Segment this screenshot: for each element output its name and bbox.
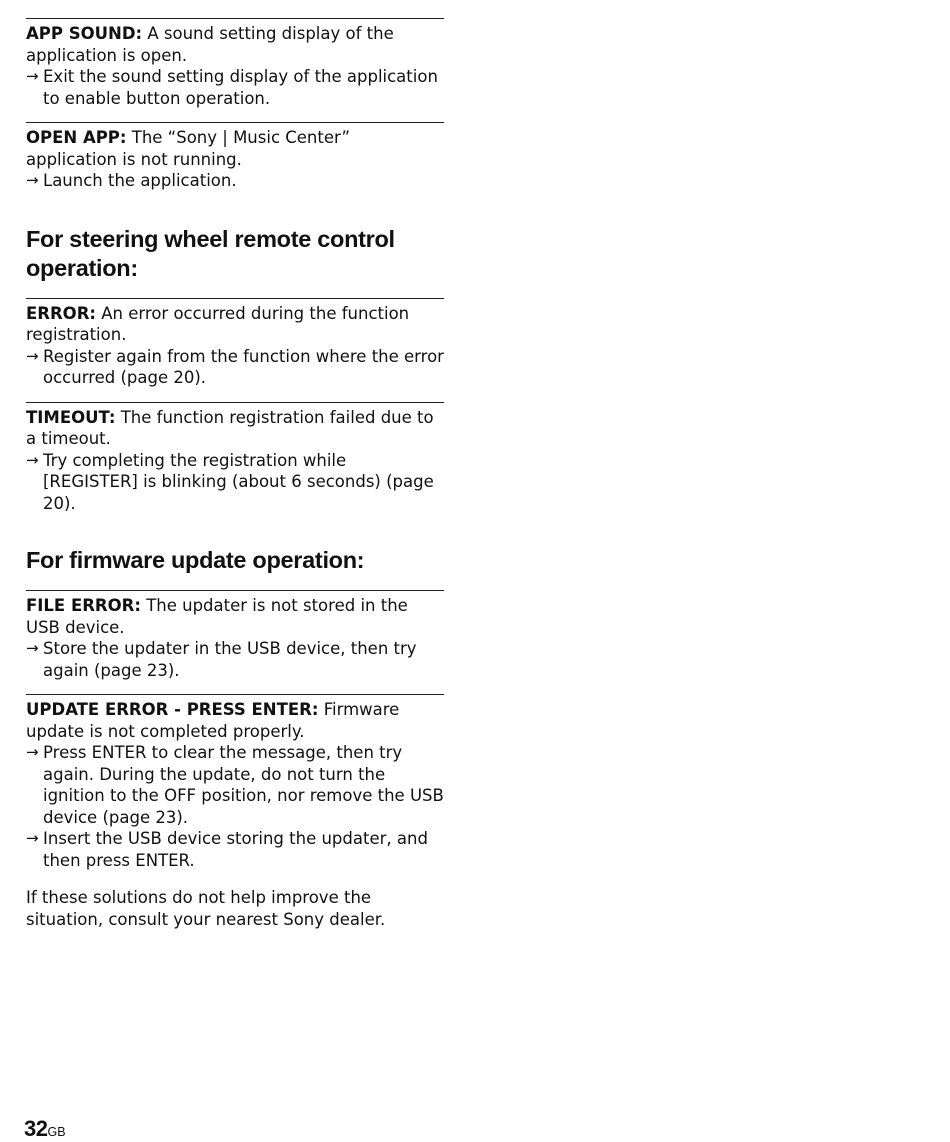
entry-app-sound bbox=[26, 18, 444, 109]
entry-open-app bbox=[26, 122, 444, 192]
arrow-right-icon: → bbox=[26, 450, 39, 469]
section-heading-firmware: For firmware update operation: bbox=[26, 547, 365, 573]
remedy-text: Launch the application. bbox=[43, 171, 237, 190]
entry-file-error bbox=[26, 590, 444, 681]
arrow-right-icon: → bbox=[26, 171, 39, 189]
remedy-text: Exit the sound setting display of the application to enable button operation. bbox=[43, 67, 438, 108]
remedy-item bbox=[26, 346, 444, 389]
entry-term: FILE ERROR: bbox=[26, 596, 141, 615]
entry-description: A sound setting display of the application is open. bbox=[26, 24, 394, 65]
remedy-text: Register again from the function where the error occurred (page 20). bbox=[43, 346, 444, 387]
section-heading-steering: For steering wheel remote control operation: bbox=[26, 225, 395, 281]
entry-term: TIMEOUT: bbox=[26, 407, 116, 427]
entry-description: An error occurred during the function registration. bbox=[26, 303, 410, 344]
entry-description: The function registration failed due to a timeout. bbox=[26, 407, 434, 448]
remedy-item bbox=[26, 742, 444, 828]
entry-error bbox=[26, 298, 444, 389]
remedy-text: Insert the USB device storing the updater, and then press ENTER. bbox=[43, 829, 428, 870]
arrow-right-icon: → bbox=[26, 743, 39, 761]
entry-description: The “Sony | Music Center” application is not running. bbox=[26, 128, 351, 169]
entry-description: The updater is not stored in the USB device. bbox=[26, 596, 408, 637]
page-number bbox=[24, 1116, 66, 1142]
entry-description: Firmware update is not completed properly. bbox=[26, 700, 400, 741]
entry-term: UPDATE ERROR - PRESS ENTER: bbox=[26, 700, 319, 719]
remedy-text: Store the updater in the USB device, then try again (page 23). bbox=[43, 639, 417, 680]
remedy-item bbox=[26, 450, 444, 515]
page-number-value: 32 bbox=[24, 1116, 48, 1141]
arrow-right-icon: → bbox=[26, 346, 39, 365]
closing-note: If these solutions do not help improve the situation, consult your nearest Sony dealer. bbox=[26, 888, 386, 929]
entry-update-error bbox=[26, 694, 444, 871]
remedy-item bbox=[26, 66, 444, 109]
arrow-right-icon: → bbox=[26, 829, 39, 847]
remedy-item bbox=[26, 170, 444, 192]
entry-term: OPEN APP: bbox=[26, 128, 127, 147]
entry-term: APP SOUND: bbox=[26, 24, 143, 43]
entry-term: ERROR: bbox=[26, 303, 97, 323]
remedy-item bbox=[26, 828, 444, 871]
content-column bbox=[26, 18, 444, 947]
remedy-text: Press ENTER to clear the message, then try again. During the update, do not turn the ignition to the OFF position, nor remove the USB device (page 23). bbox=[43, 743, 444, 827]
page-number-suffix: GB bbox=[47, 1125, 66, 1139]
remedy-item bbox=[26, 638, 444, 681]
entry-timeout bbox=[26, 402, 444, 515]
arrow-right-icon: → bbox=[26, 639, 39, 657]
remedy-text: Try completing the registration while [REGISTER] is blinking (about 6 seconds) (page 20). bbox=[43, 450, 434, 513]
arrow-right-icon: → bbox=[26, 67, 39, 85]
